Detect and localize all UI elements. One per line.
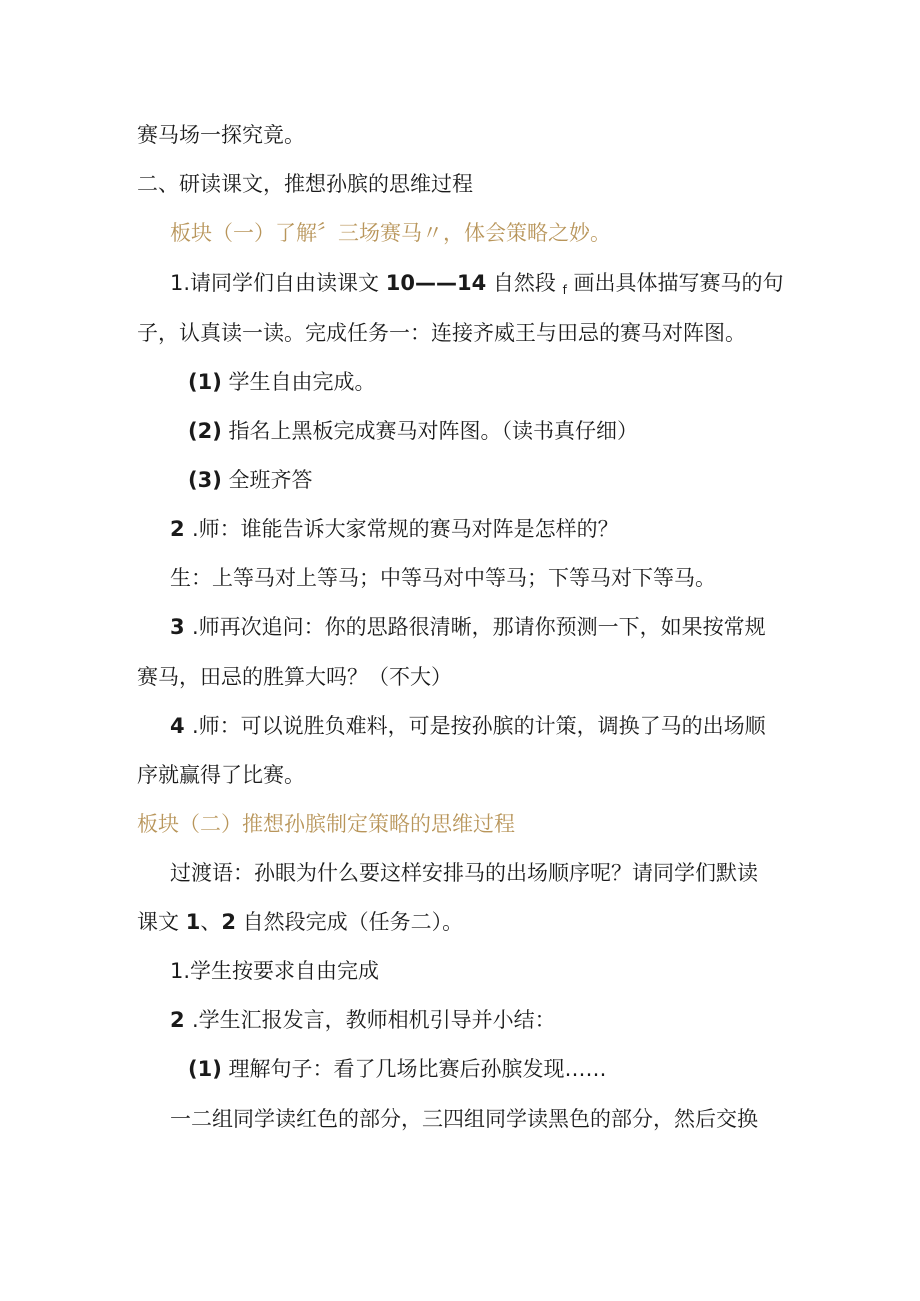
item-text: .师再次追问：你的思路很清晰，那请你预测一下，如果按常规	[192, 615, 766, 639]
instruction-suffix: 自然段	[492, 271, 556, 295]
separator: 、	[200, 910, 222, 934]
numbered-item-2	[170, 514, 619, 544]
step-marker: (3)	[188, 468, 222, 492]
sub-step-1	[188, 1054, 607, 1084]
task2-suffix: 自然段完成（任务二）。	[242, 910, 464, 934]
text-line-task2	[137, 907, 463, 937]
numbered-item-3	[170, 612, 766, 642]
item-text: .学生按要求自由完成	[183, 959, 380, 983]
text-line-cont-3: 赛马，田忌的胜算大吗？（不大）	[137, 665, 452, 689]
step-marker: (1)	[188, 1057, 222, 1081]
step-marker: (2)	[188, 419, 222, 443]
text-line-1: 赛马场一探究竟。	[137, 123, 305, 147]
step-text: 学生自由完成。	[228, 370, 376, 394]
text-line-task1-cont: 子，认真读一读。完成任务一：连接齐威王与田忌的赛马对阵图。	[137, 321, 746, 345]
reading-instruction: 一二组同学读红色的部分，三四组同学读黑色的部分，然后交换	[170, 1107, 758, 1131]
step-text: 理解句子：看了几场比赛后孙膑发现……	[228, 1057, 607, 1081]
block-heading-2: 板块（二）推想孙膑制定策略的思维过程	[137, 812, 515, 836]
step-1	[188, 367, 376, 397]
item-number: 2	[170, 517, 185, 541]
item-number: 1	[170, 959, 184, 983]
task2-prefix: 课文	[137, 910, 179, 934]
text-line-task1	[170, 268, 783, 298]
student-answer: 生：上等马对上等马；中等马对中等马；下等马对下等马。	[170, 566, 716, 590]
item-number: 4	[170, 714, 185, 738]
step-marker: (1)	[188, 370, 222, 394]
para-number-2: 2	[221, 910, 236, 934]
step-3	[188, 465, 313, 495]
para-number-1: 1	[185, 910, 201, 934]
transition-line: 过渡语：孙眼为什么要这样安排马的出场顺序呢？请同学们默读	[170, 861, 758, 885]
step-2	[188, 416, 638, 446]
item-text: .师：可以说胜负难料，可是按孙膑的计策，调换了马的出场顺	[192, 714, 766, 738]
item-text: .师：谁能告诉大家常规的赛马对阵是怎样的？	[192, 517, 619, 541]
item-number: 2	[170, 1008, 185, 1032]
item-text: .学生汇报发言，教师相机引导并小结：	[192, 1008, 556, 1032]
paragraph-range: 10——14	[385, 271, 487, 295]
numbered-item-4	[170, 711, 766, 741]
step-text: 全班齐答	[228, 468, 313, 492]
instruction-tail: 画出具体描写赛马的句	[573, 271, 784, 295]
section-heading-2: 二、研读课文，推想孙膑的思维过程	[137, 172, 473, 196]
sub-item-1	[170, 956, 379, 986]
instruction-prefix: 1.请同学们自由读课文	[170, 271, 380, 295]
step-text: 指名上黑板完成赛马对阵图。（读书真仔细）	[228, 419, 638, 443]
sub-item-2	[170, 1005, 556, 1035]
block-heading-1: 板块（一）了解〞三场赛马〃，体会策略之妙。	[170, 221, 611, 245]
text-line-cont-4: 序就赢得了比赛。	[137, 763, 305, 787]
stray-mark: f	[562, 283, 567, 297]
item-number: 3	[170, 615, 185, 639]
